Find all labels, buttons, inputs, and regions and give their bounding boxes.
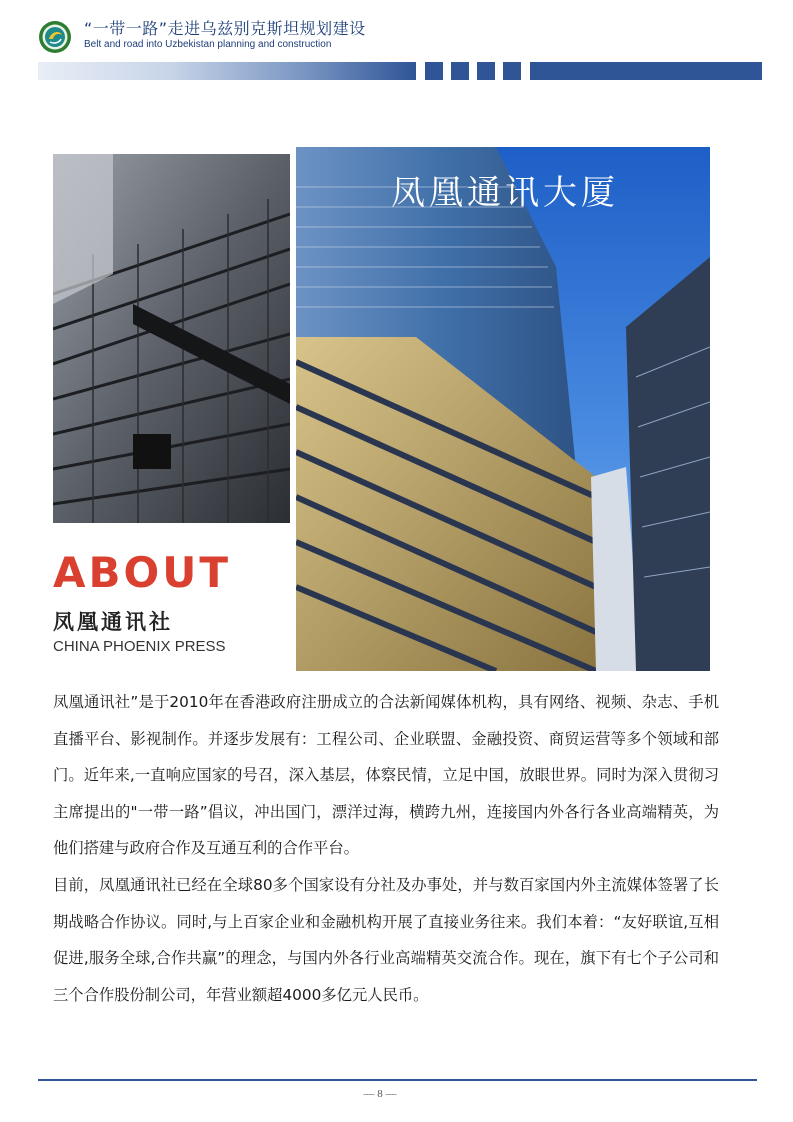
header-band-square [425,62,443,80]
skyscraper-image [296,147,710,671]
header-band-square [503,62,521,80]
building-photo-main [296,147,710,671]
header-subtitle: Belt and road into Uzbekistan planning and construction [84,39,332,50]
company-name-en: CHINA PHOENIX PRESS [53,638,226,655]
photo-caption: 凤凰通讯大厦 [391,173,619,213]
building-photo-left [53,154,290,523]
company-name-zh: 凤凰通讯社 [53,610,173,634]
paragraph: 凤凰通讯社”是于2010年在香港政府注册成立的合法新闻媒体机构，具有网络、视频、杂志、手机直播平台、影视制作。并逐步发展有：工程公司、企业联盟、金融投资、商贸运营等多个领域和部门。近年来,一直响应国家的号召，深入基层，体察民情，立足中国，放眼世界。同时为深入贯彻习主席提出的"一带一路”倡议，冲出国门，漂洋过海，横跨九州，连接国内外各行各业高端精英，为他们搭建与政府合作及互通互利的合作平台。 [53,693,719,858]
article-body [53,684,719,1013]
header-band-square [451,62,469,80]
logo-icon [38,20,72,54]
section-heading: ABOUT [53,548,231,597]
page-number: — 8 — [363,1088,397,1100]
header-band-square [477,62,495,80]
glass-facade-image [53,154,290,523]
header-gradient-band [38,62,416,80]
footer-divider [38,1079,757,1081]
page-header [0,0,793,90]
paragraph: 目前，凤凰通讯社已经在全球80多个国家设有分社及办事处，并与数百家国内外主流媒体签署了长期战略合作协议。同时,与上百家企业和金融机构开展了直接业务往来。我们本着：“友好联谊,互相促进,服务全球,合作共赢”的理念，与国内外各行业高端精英交流合作。现在，旗下有七个子公司和三个合作股份制公司，年营业额超4000多亿元人民币。 [53,875,719,1004]
header-title: “一带一路”走进乌兹别克斯坦规划建设 [84,19,366,38]
header-solid-band [530,62,762,80]
